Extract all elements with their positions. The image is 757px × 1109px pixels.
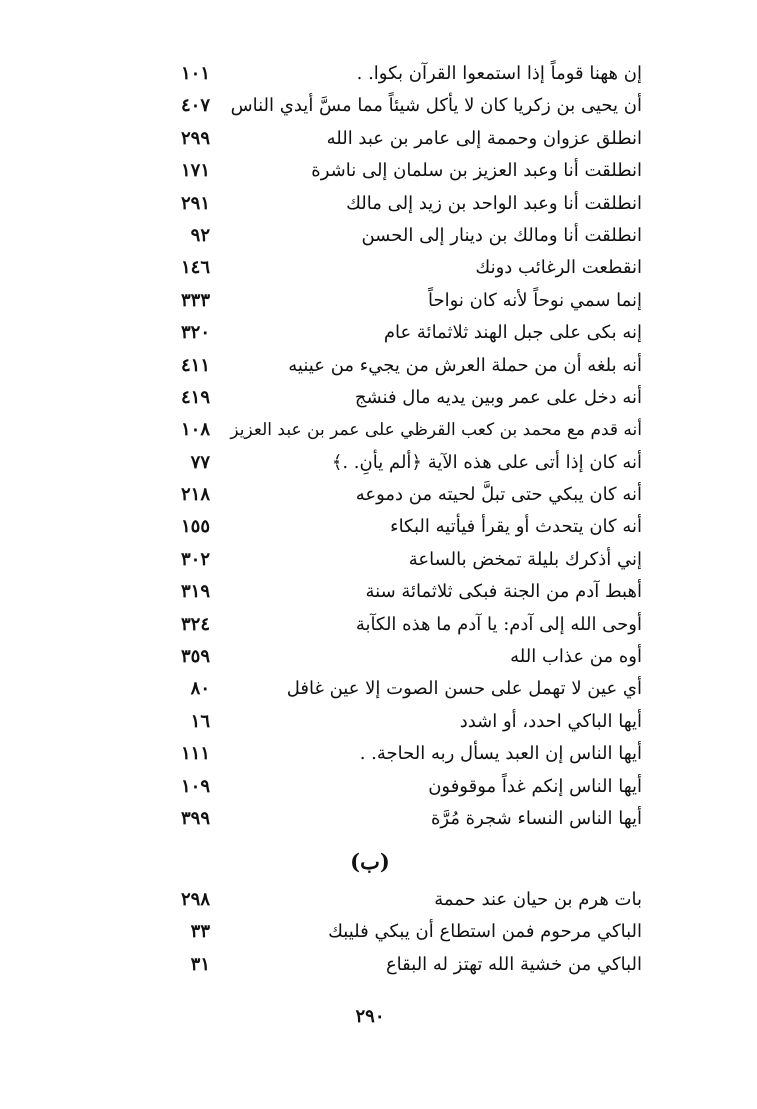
index-entry-text: أي عين لا تهمل على حسن الصوت إلا عين غافل xyxy=(286,678,642,700)
index-entry xyxy=(150,123,642,155)
index-entry xyxy=(150,544,642,576)
index-entry-text: انطلقت أنا وعبد الواحد بن زيد إلى مالك xyxy=(346,192,642,214)
index-entry-page-number: ٣١ xyxy=(190,953,210,975)
index-entry xyxy=(150,949,642,981)
index-entry xyxy=(150,414,642,446)
index-entry xyxy=(150,252,642,284)
index-entry-page-number: ٧٧ xyxy=(190,451,210,473)
index-entry-page-number: ١٤٦ xyxy=(180,257,210,279)
index-entry xyxy=(150,90,642,122)
index-entry-page-number: ٣٩٩ xyxy=(180,807,210,829)
index-entry-page-number: ١٦ xyxy=(190,710,210,732)
index-entry-page-number: ١٠٩ xyxy=(180,775,210,797)
index-entry-page-number: ٣٢٠ xyxy=(180,322,210,344)
index-entry-page-number: ٩٢ xyxy=(190,224,210,246)
index-entry-text: أيها الناس إن العبد يسأل ربه الحاجة. . xyxy=(359,743,642,765)
index-entry-page-number: ٢٩٨ xyxy=(180,889,210,910)
index-entry-page-number: ٢١٨ xyxy=(180,484,210,506)
index-entry xyxy=(150,641,642,673)
index-entry-text: انطلقت أنا ومالك بن دينار إلى الحسن xyxy=(361,224,642,246)
index-entry-text: انطلقت أنا وعبد العزيز بن سلمان إلى ناشرة xyxy=(311,160,642,182)
index-entry-text: الباكي مرحوم فمن استطاع أن يبكي فليبك xyxy=(328,921,642,943)
index-entry-page-number: ٣٠٢ xyxy=(180,548,210,570)
index-entry-text: أنه بلغه أن من حملة العرش من يجيء من عينيه xyxy=(288,354,642,376)
index-entry xyxy=(150,317,642,349)
index-entry-text: أوه من عذاب الله xyxy=(510,646,642,668)
index-entry-text: أنه كان يبكي حتى تبلَّ لحيته من دموعه xyxy=(355,484,642,506)
index-entry-page-number: ٤٠٧ xyxy=(180,95,210,117)
index-entry xyxy=(150,188,642,220)
index-entry-text: أنه دخل على عمر وبين يديه مال فنشج xyxy=(354,386,642,408)
index-list-alif xyxy=(150,58,642,835)
section-heading-ba: (ب) xyxy=(350,849,390,874)
index-entry xyxy=(150,803,642,835)
index-entry-page-number: ٣٢٤ xyxy=(180,613,210,635)
index-entry xyxy=(150,479,642,511)
index-entry-text: انقطعت الرغائب دونك xyxy=(475,257,642,279)
index-entry xyxy=(150,350,642,382)
index-entry-text: أنه كان يتحدث أو يقرأ فيأتيه البكاء xyxy=(390,516,642,538)
index-entry-page-number: ٣٣٣ xyxy=(180,289,210,311)
index-entry-text: أيها الباكي احدد، أو اشدد xyxy=(459,710,642,732)
index-entry-page-number: ١٠١ xyxy=(180,63,210,84)
index-entry xyxy=(150,155,642,187)
index-entry-page-number: ٤١١ xyxy=(180,354,210,376)
index-entry-text: أن يحيى بن زكريا كان لا يأكل شيئاً مما مسَّ أيدي الناس xyxy=(230,95,642,117)
index-entry-page-number: ٣٣ xyxy=(190,921,210,943)
index-entry xyxy=(150,382,642,414)
index-entry xyxy=(150,58,642,90)
index-entry-page-number: ١٠٨ xyxy=(180,419,210,441)
index-entry-text: أهبط آدم من الجنة فبكى ثلاثمائة سنة xyxy=(365,581,642,603)
index-entry-text: إن ههنا قوماً إذا استمعوا القرآن بكوا. . xyxy=(356,63,642,84)
index-entry-page-number: ٢٩٩ xyxy=(180,127,210,149)
index-entry-page-number: ٣٥٩ xyxy=(180,646,210,668)
index-entry xyxy=(150,771,642,803)
index-entry xyxy=(150,673,642,705)
index-entry xyxy=(150,706,642,738)
index-entry xyxy=(150,220,642,252)
index-entry-text: أنه كان إذا أتى على هذه الآية ﴿ألم يأنِ. .﴾ xyxy=(331,451,642,473)
index-entry-text: إنما سمي نوحاً لأنه كان نواحاً xyxy=(427,289,642,311)
index-entry-text: أنه قدم مع محمد بن كعب القرظي على عمر بن عبد العزيز xyxy=(230,420,642,441)
index-entry-page-number: ٢٩١ xyxy=(180,192,210,214)
index-list-ba xyxy=(150,884,642,981)
index-entry-page-number: ٣١٩ xyxy=(180,581,210,603)
index-entry-text: إني أذكرك بليلة تمخض بالساعة xyxy=(408,548,642,570)
index-entry xyxy=(150,884,642,916)
index-entry xyxy=(150,738,642,770)
index-entry xyxy=(150,285,642,317)
index-entry-text: أوحى الله إلى آدم: يا آدم ما هذه الكآبة xyxy=(355,613,642,635)
index-entry xyxy=(150,511,642,543)
index-entry-text: الباكي من خشية الله تهتز له البقاع xyxy=(385,953,642,975)
index-entry xyxy=(150,609,642,641)
index-entry-text: أيها الناس إنكم غداً موقوفون xyxy=(428,775,642,797)
index-entry-text: أيها الناس النساء شجرة مُرَّة xyxy=(430,807,642,829)
index-entry xyxy=(150,916,642,948)
index-entry-page-number: ١٥٥ xyxy=(180,516,210,538)
index-entry-text: انطلق عزوان وحممة إلى عامر بن عبد الله xyxy=(326,127,642,149)
index-entry-page-number: ١٧١ xyxy=(180,160,210,182)
index-entry-page-number: ٤١٩ xyxy=(180,386,210,408)
page-number: ٢٩٠ xyxy=(355,1006,385,1027)
index-entry-text: بات هرم بن حيان عند حممة xyxy=(434,889,642,910)
index-entry-page-number: ١١١ xyxy=(180,743,210,765)
index-entry xyxy=(150,447,642,479)
index-entry xyxy=(150,576,642,608)
index-entry-text: إنه بكى على جبل الهند ثلاثمائة عام xyxy=(383,322,642,344)
index-entry-page-number: ٨٠ xyxy=(190,678,210,700)
